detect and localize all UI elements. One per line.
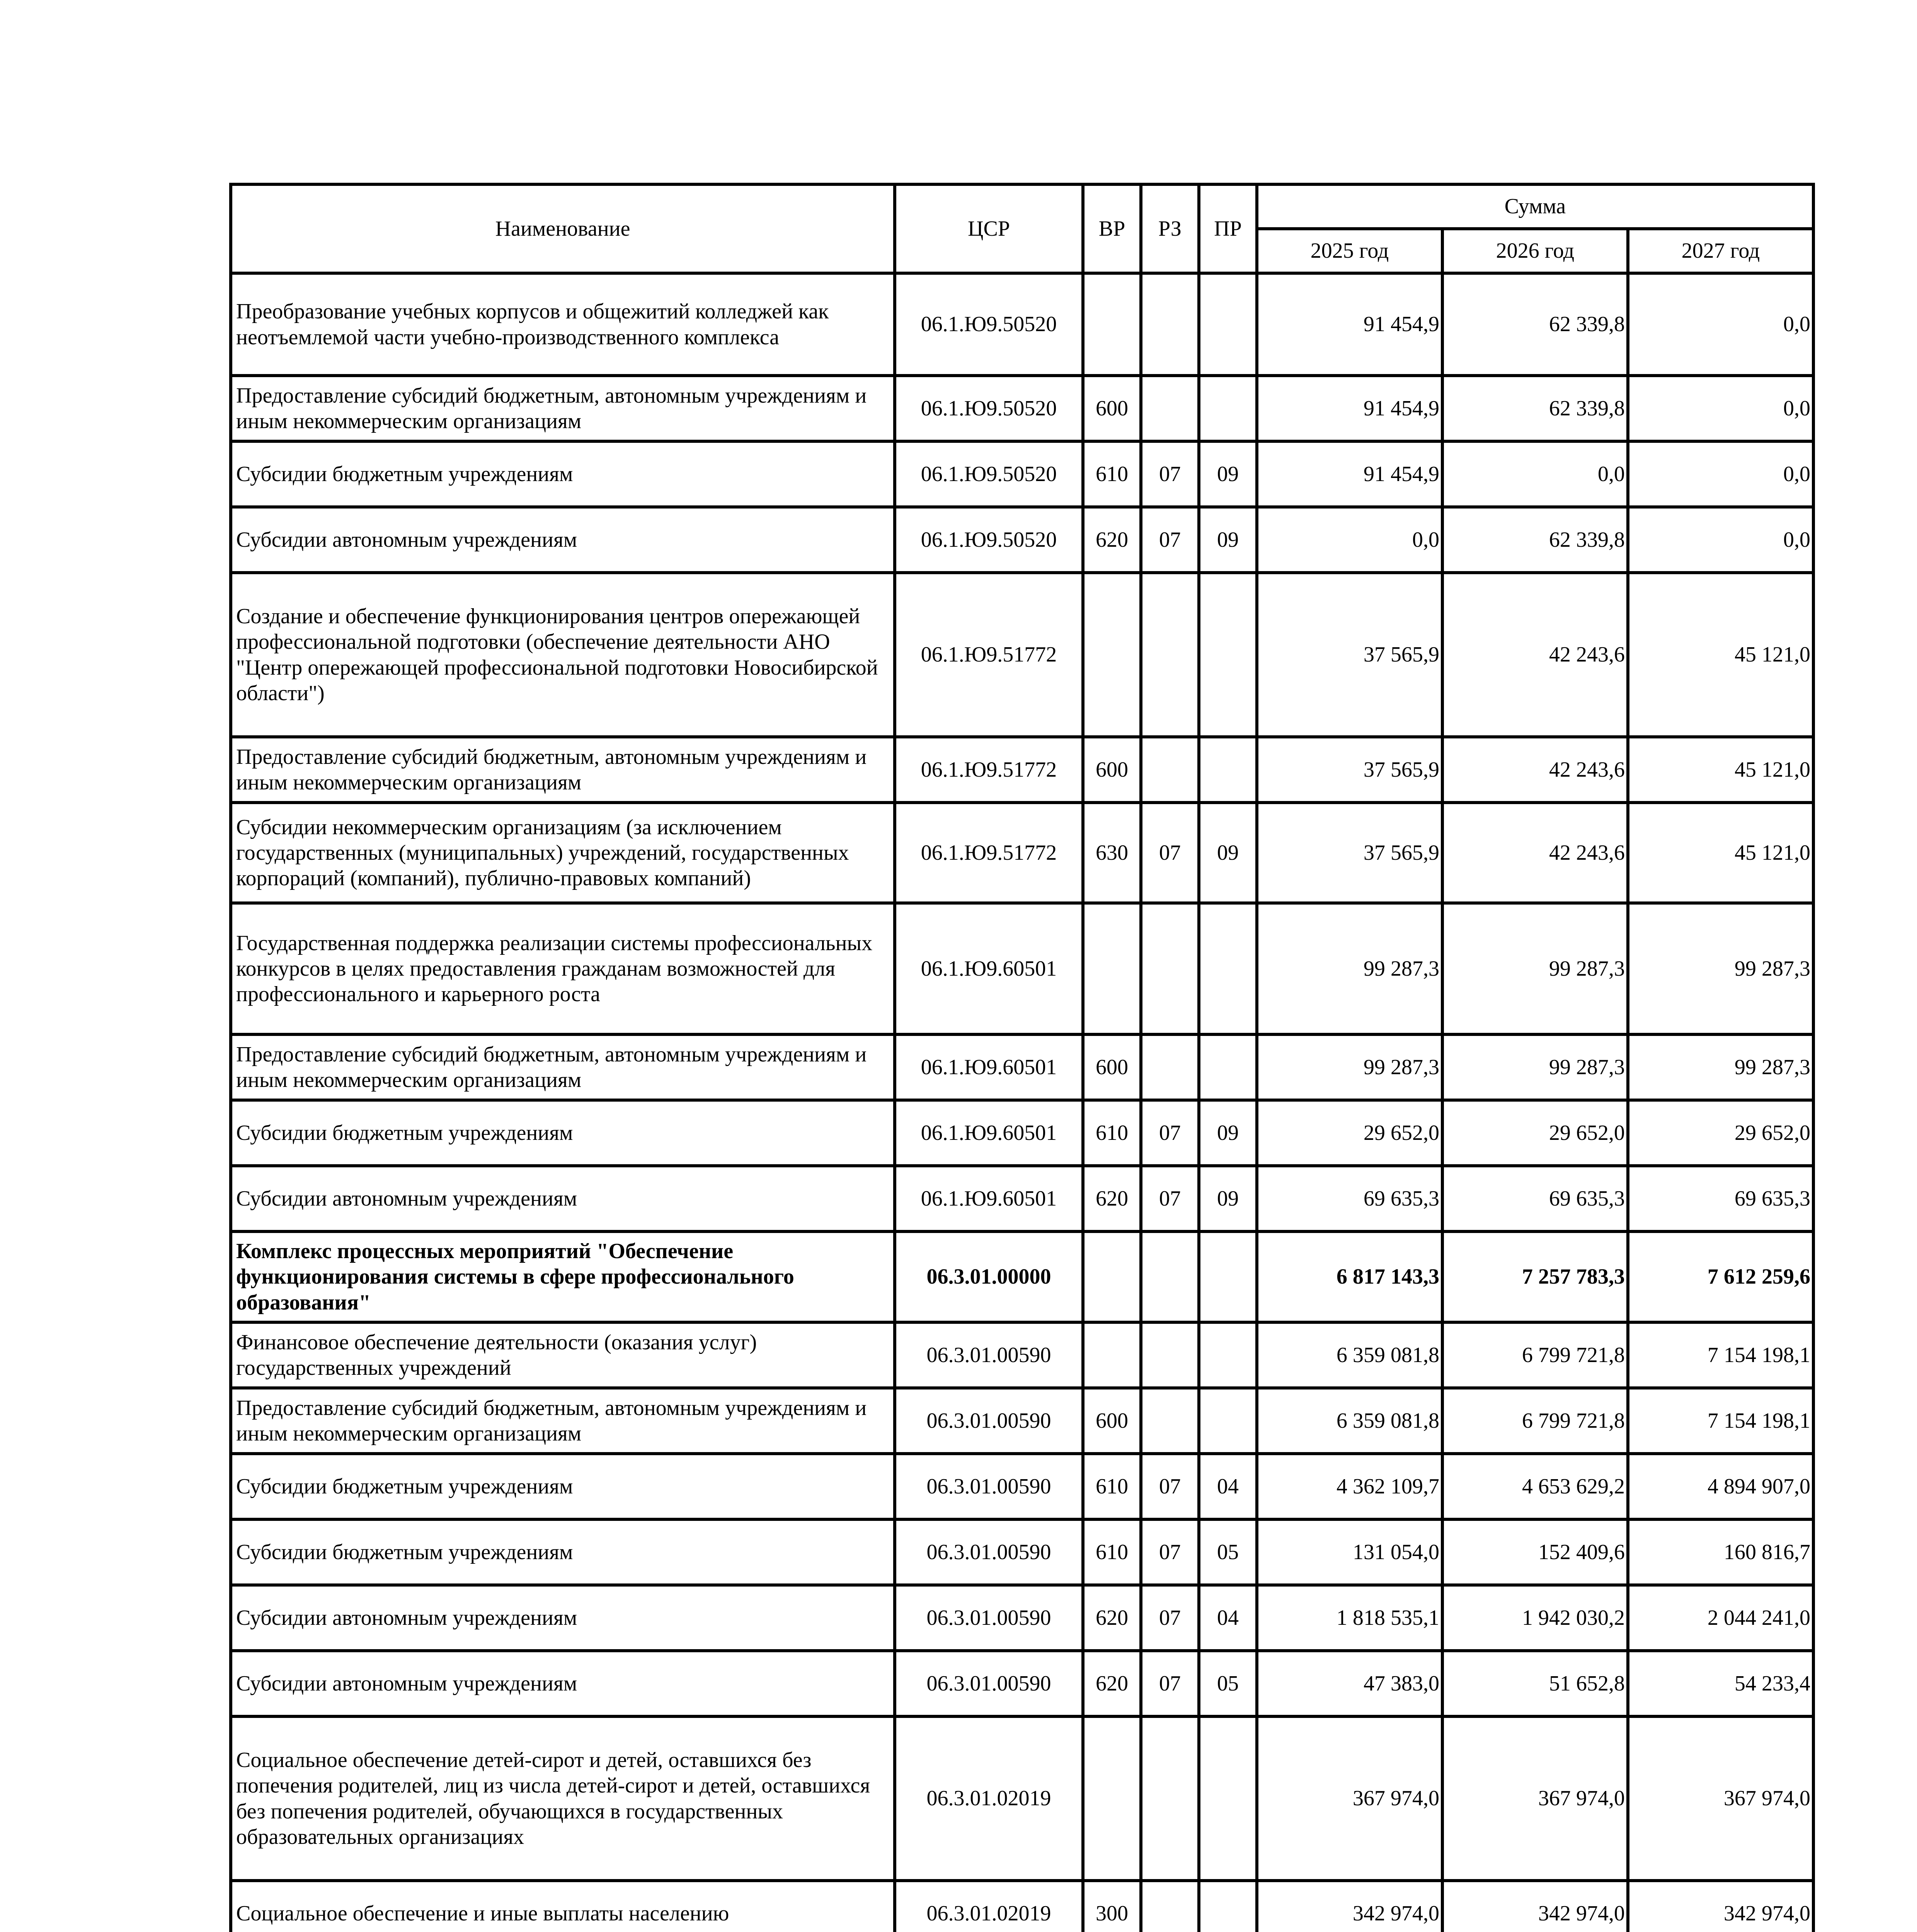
cell-pr: 05 (1199, 1651, 1257, 1716)
table-body (231, 273, 1813, 1932)
cell-rz (1141, 1881, 1199, 1932)
cell-csr: 06.1.Ю9.51772 (895, 803, 1083, 903)
cell-2025: 69 635,3 (1257, 1166, 1442, 1231)
cell-2027: 2 044 241,0 (1628, 1585, 1813, 1651)
cell-rz: 07 (1141, 441, 1199, 507)
cell-2027: 54 233,4 (1628, 1651, 1813, 1716)
cell-csr: 06.1.Ю9.60501 (895, 1166, 1083, 1231)
cell-2025: 37 565,9 (1257, 803, 1442, 903)
cell-2026: 7 257 783,3 (1442, 1231, 1628, 1322)
table-row (231, 573, 1813, 737)
cell-vr: 600 (1083, 1034, 1141, 1100)
cell-2027: 7 154 198,1 (1628, 1388, 1813, 1454)
cell-name: Государственная поддержка реализации системы профессиональных конкурсов в целях предоставления гражданам возможностей для профессионального и карьерного роста (231, 903, 895, 1034)
cell-rz (1141, 376, 1199, 441)
cell-2026: 342 974,0 (1442, 1881, 1628, 1932)
table-row (231, 1881, 1813, 1932)
header-year-2027: 2027 год (1628, 229, 1813, 273)
cell-vr: 600 (1083, 1388, 1141, 1454)
table-row (231, 903, 1813, 1034)
cell-2026: 6 799 721,8 (1442, 1388, 1628, 1454)
cell-name: Субсидии некоммерческим организациям (за исключением государственных (муниципальных) учреждений, государственных корпораций (компаний), публично-правовых компаний) (231, 803, 895, 903)
cell-name: Субсидии бюджетным учреждениям (231, 1454, 895, 1519)
cell-2027: 29 652,0 (1628, 1100, 1813, 1166)
cell-2026: 42 243,6 (1442, 737, 1628, 803)
cell-2025: 47 383,0 (1257, 1651, 1442, 1716)
cell-csr: 06.1.Ю9.50520 (895, 441, 1083, 507)
cell-csr: 06.3.01.02019 (895, 1881, 1083, 1932)
table-row (231, 1716, 1813, 1881)
table-row (231, 273, 1813, 376)
cell-name: Социальное обеспечение и иные выплаты населению (231, 1881, 895, 1932)
cell-pr: 09 (1199, 803, 1257, 903)
cell-vr (1083, 1716, 1141, 1881)
cell-pr (1199, 1716, 1257, 1881)
cell-2026: 42 243,6 (1442, 803, 1628, 903)
cell-vr: 610 (1083, 1519, 1141, 1585)
cell-2026: 69 635,3 (1442, 1166, 1628, 1231)
table-row (231, 441, 1813, 507)
cell-name: Субсидии бюджетным учреждениям (231, 441, 895, 507)
cell-2025: 29 652,0 (1257, 1100, 1442, 1166)
cell-2025: 0,0 (1257, 507, 1442, 573)
cell-vr (1083, 273, 1141, 376)
table-row (231, 1100, 1813, 1166)
cell-2026: 0,0 (1442, 441, 1628, 507)
cell-2025: 91 454,9 (1257, 273, 1442, 376)
cell-name: Комплекс процессных мероприятий "Обеспечение функционирования системы в сфере профессионального образования" (231, 1231, 895, 1322)
cell-2027: 45 121,0 (1628, 573, 1813, 737)
cell-pr: 09 (1199, 1100, 1257, 1166)
cell-2025: 6 359 081,8 (1257, 1322, 1442, 1388)
cell-rz: 07 (1141, 1166, 1199, 1231)
cell-2026: 51 652,8 (1442, 1651, 1628, 1716)
cell-2027: 45 121,0 (1628, 803, 1813, 903)
cell-rz: 07 (1141, 507, 1199, 573)
cell-2025: 131 054,0 (1257, 1519, 1442, 1585)
cell-2027: 45 121,0 (1628, 737, 1813, 803)
cell-name: Предоставление субсидий бюджетным, автономным учреждениям и иным некоммерческим организациям (231, 1034, 895, 1100)
cell-2026: 29 652,0 (1442, 1100, 1628, 1166)
cell-vr: 600 (1083, 737, 1141, 803)
cell-pr: 04 (1199, 1585, 1257, 1651)
cell-2026: 62 339,8 (1442, 507, 1628, 573)
cell-vr: 620 (1083, 1651, 1141, 1716)
cell-csr: 06.3.01.00590 (895, 1585, 1083, 1651)
cell-rz: 07 (1141, 1651, 1199, 1716)
cell-csr: 06.1.Ю9.50520 (895, 273, 1083, 376)
cell-csr: 06.3.01.00590 (895, 1322, 1083, 1388)
cell-vr (1083, 1231, 1141, 1322)
cell-rz (1141, 273, 1199, 376)
cell-2026: 62 339,8 (1442, 376, 1628, 441)
cell-2025: 37 565,9 (1257, 573, 1442, 737)
cell-rz (1141, 737, 1199, 803)
cell-name: Субсидии бюджетным учреждениям (231, 1100, 895, 1166)
cell-pr (1199, 903, 1257, 1034)
cell-2026: 152 409,6 (1442, 1519, 1628, 1585)
cell-2027: 0,0 (1628, 273, 1813, 376)
cell-pr (1199, 737, 1257, 803)
cell-2026: 4 653 629,2 (1442, 1454, 1628, 1519)
cell-rz (1141, 1388, 1199, 1454)
header-year-2025: 2025 год (1257, 229, 1442, 273)
header-sum: Сумма (1257, 184, 1813, 229)
cell-2026: 6 799 721,8 (1442, 1322, 1628, 1388)
cell-vr (1083, 573, 1141, 737)
cell-vr: 300 (1083, 1881, 1141, 1932)
cell-pr (1199, 1322, 1257, 1388)
cell-vr: 610 (1083, 1454, 1141, 1519)
cell-2025: 91 454,9 (1257, 441, 1442, 507)
cell-csr: 06.3.01.00000 (895, 1231, 1083, 1322)
cell-csr: 06.1.Ю9.50520 (895, 376, 1083, 441)
cell-csr: 06.3.01.00590 (895, 1454, 1083, 1519)
table-row (231, 1651, 1813, 1716)
cell-pr (1199, 1034, 1257, 1100)
budget-table (229, 183, 1815, 1932)
table-row (231, 1322, 1813, 1388)
cell-vr (1083, 903, 1141, 1034)
cell-vr: 610 (1083, 1100, 1141, 1166)
cell-2025: 367 974,0 (1257, 1716, 1442, 1881)
cell-csr: 06.1.Ю9.50520 (895, 507, 1083, 573)
table-row (231, 1166, 1813, 1231)
cell-name: Субсидии автономным учреждениям (231, 1585, 895, 1651)
cell-vr: 620 (1083, 1585, 1141, 1651)
cell-pr: 09 (1199, 441, 1257, 507)
table-row (231, 803, 1813, 903)
cell-vr (1083, 1322, 1141, 1388)
cell-rz: 07 (1141, 1519, 1199, 1585)
cell-2027: 342 974,0 (1628, 1881, 1813, 1932)
cell-pr (1199, 1388, 1257, 1454)
cell-2025: 99 287,3 (1257, 903, 1442, 1034)
table-row (231, 376, 1813, 441)
cell-rz: 07 (1141, 1100, 1199, 1166)
cell-2025: 1 818 535,1 (1257, 1585, 1442, 1651)
cell-rz (1141, 1716, 1199, 1881)
cell-csr: 06.3.01.00590 (895, 1388, 1083, 1454)
cell-pr: 09 (1199, 1166, 1257, 1231)
cell-2027: 367 974,0 (1628, 1716, 1813, 1881)
cell-csr: 06.1.Ю9.60501 (895, 1100, 1083, 1166)
cell-vr: 610 (1083, 441, 1141, 507)
cell-2026: 367 974,0 (1442, 1716, 1628, 1881)
cell-2027: 0,0 (1628, 507, 1813, 573)
cell-rz (1141, 1034, 1199, 1100)
cell-pr (1199, 273, 1257, 376)
cell-2027: 99 287,3 (1628, 1034, 1813, 1100)
table-row (231, 1519, 1813, 1585)
cell-2027: 0,0 (1628, 376, 1813, 441)
cell-csr: 06.3.01.00590 (895, 1519, 1083, 1585)
cell-2025: 6 817 143,3 (1257, 1231, 1442, 1322)
table-row (231, 1388, 1813, 1454)
cell-pr: 09 (1199, 507, 1257, 573)
cell-pr (1199, 1881, 1257, 1932)
cell-2027: 69 635,3 (1628, 1166, 1813, 1231)
cell-name: Предоставление субсидий бюджетным, автономным учреждениям и иным некоммерческим организациям (231, 376, 895, 441)
table-row (231, 1231, 1813, 1322)
cell-pr (1199, 376, 1257, 441)
cell-2027: 99 287,3 (1628, 903, 1813, 1034)
cell-name: Предоставление субсидий бюджетным, автономным учреждениям и иным некоммерческим организациям (231, 737, 895, 803)
cell-name: Субсидии бюджетным учреждениям (231, 1519, 895, 1585)
cell-2025: 91 454,9 (1257, 376, 1442, 441)
cell-rz (1141, 1322, 1199, 1388)
header-csr: ЦСР (895, 184, 1083, 273)
cell-name: Социальное обеспечение детей-сирот и детей, оставшихся без попечения родителей, лиц из числа детей-сирот и детей, оставшихся без попечения родителей, обучающихся в государственных образовательных организациях (231, 1716, 895, 1881)
cell-csr: 06.1.Ю9.60501 (895, 903, 1083, 1034)
header-vr: ВР (1083, 184, 1141, 273)
cell-name: Преобразование учебных корпусов и общежитий колледжей как неотъемлемой части учебно-производственного комплекса (231, 273, 895, 376)
cell-rz (1141, 1231, 1199, 1322)
cell-csr: 06.3.01.02019 (895, 1716, 1083, 1881)
cell-name: Финансовое обеспечение деятельности (оказания услуг) государственных учреждений (231, 1322, 895, 1388)
header-rz: РЗ (1141, 184, 1199, 273)
cell-pr (1199, 1231, 1257, 1322)
cell-rz: 07 (1141, 1454, 1199, 1519)
table-row (231, 1034, 1813, 1100)
cell-name: Субсидии автономным учреждениям (231, 507, 895, 573)
cell-2027: 4 894 907,0 (1628, 1454, 1813, 1519)
cell-2025: 99 287,3 (1257, 1034, 1442, 1100)
table-row (231, 1585, 1813, 1651)
cell-2026: 99 287,3 (1442, 1034, 1628, 1100)
cell-pr: 04 (1199, 1454, 1257, 1519)
cell-rz: 07 (1141, 1585, 1199, 1651)
cell-2027: 0,0 (1628, 441, 1813, 507)
cell-2025: 6 359 081,8 (1257, 1388, 1442, 1454)
cell-vr: 620 (1083, 507, 1141, 573)
cell-2026: 99 287,3 (1442, 903, 1628, 1034)
cell-csr: 06.1.Ю9.51772 (895, 737, 1083, 803)
cell-csr: 06.1.Ю9.60501 (895, 1034, 1083, 1100)
cell-name: Субсидии автономным учреждениям (231, 1651, 895, 1716)
cell-vr: 620 (1083, 1166, 1141, 1231)
table-row (231, 737, 1813, 803)
cell-2026: 1 942 030,2 (1442, 1585, 1628, 1651)
cell-2027: 160 816,7 (1628, 1519, 1813, 1585)
cell-pr: 05 (1199, 1519, 1257, 1585)
cell-csr: 06.3.01.00590 (895, 1651, 1083, 1716)
header-pr: ПР (1199, 184, 1257, 273)
cell-vr: 600 (1083, 376, 1141, 441)
cell-2026: 42 243,6 (1442, 573, 1628, 737)
cell-2026: 62 339,8 (1442, 273, 1628, 376)
cell-2027: 7 612 259,6 (1628, 1231, 1813, 1322)
cell-name: Создание и обеспечение функционирования центров опережающей профессиональной подготовки (обеспечение деятельности АНО "Центр опережающей профессиональной подготовки Новосибирской области") (231, 573, 895, 737)
cell-pr (1199, 573, 1257, 737)
cell-csr: 06.1.Ю9.51772 (895, 573, 1083, 737)
cell-2025: 342 974,0 (1257, 1881, 1442, 1932)
cell-rz (1141, 903, 1199, 1034)
cell-2025: 37 565,9 (1257, 737, 1442, 803)
cell-rz (1141, 573, 1199, 737)
cell-vr: 630 (1083, 803, 1141, 903)
cell-2025: 4 362 109,7 (1257, 1454, 1442, 1519)
header-year-2026: 2026 год (1442, 229, 1628, 273)
cell-name: Субсидии автономным учреждениям (231, 1166, 895, 1231)
cell-2027: 7 154 198,1 (1628, 1322, 1813, 1388)
table-row (231, 1454, 1813, 1519)
cell-rz: 07 (1141, 803, 1199, 903)
table-row (231, 507, 1813, 573)
cell-name: Предоставление субсидий бюджетным, автономным учреждениям и иным некоммерческим организациям (231, 1388, 895, 1454)
header-name: Наименование (231, 184, 895, 273)
